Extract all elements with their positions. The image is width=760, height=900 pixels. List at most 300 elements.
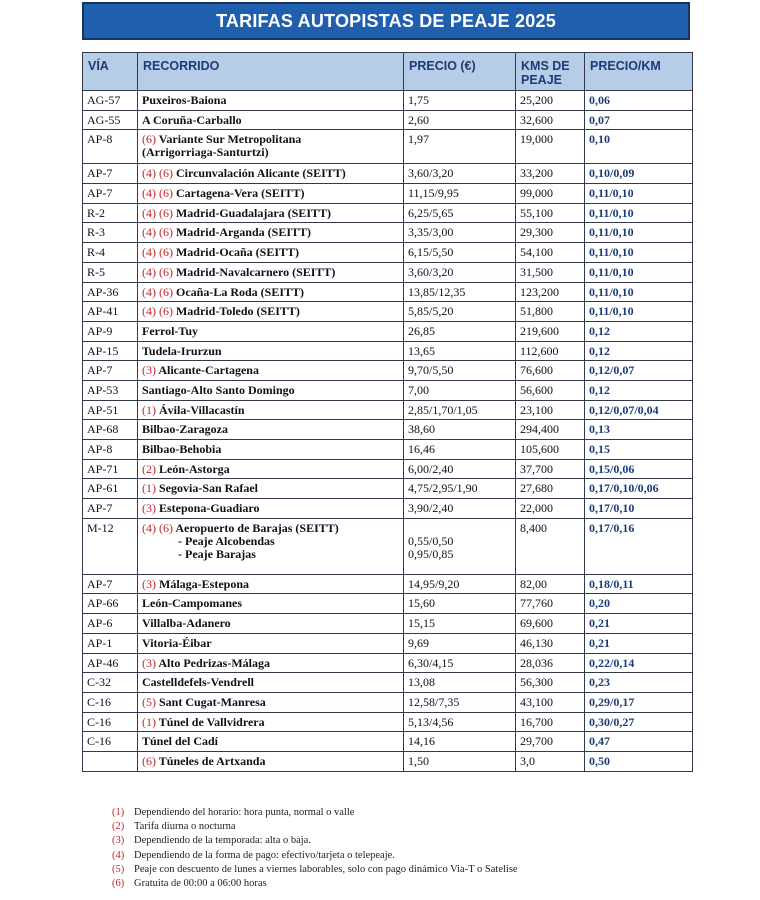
- cell-via: AP-1: [83, 633, 138, 653]
- cell-recorrido: [138, 574, 404, 594]
- cell-kms: 219,600: [516, 321, 585, 341]
- price-value: 15,60: [408, 596, 435, 611]
- cell-recorrido: [138, 499, 404, 519]
- footnote-ref: (5): [142, 694, 156, 709]
- table-body: [83, 91, 693, 772]
- route-name: Túneles de Artxanda: [158, 753, 266, 768]
- cell-kms: 99,000: [516, 184, 585, 204]
- price-value: 26,85: [408, 323, 435, 338]
- footnote-ref: (3): [142, 655, 156, 670]
- table-row: [83, 712, 693, 732]
- route-name: Bilbao-Zaragoza: [142, 422, 228, 437]
- cell-recorrido: [138, 594, 404, 614]
- cell-recorrido: [138, 712, 404, 732]
- route-name: Alicante-Cartagena: [158, 363, 259, 378]
- price-value: 15,15: [408, 616, 435, 631]
- route-name: Madrid-Ocaña (SEITT): [175, 245, 299, 260]
- table-row: [83, 751, 693, 771]
- cell-precio: [404, 673, 516, 693]
- cell-precio-km: 0,11/0,10: [585, 184, 693, 204]
- table-row: [83, 653, 693, 673]
- footnote-text: Dependiendo del horario: hora punta, normal o valle: [134, 807, 355, 818]
- footnote-ref: (1): [142, 481, 156, 496]
- cell-via: AP-61: [83, 479, 138, 499]
- cell-precio-km: 0,12/0,07/0,04: [585, 400, 693, 420]
- cell-precio-km: 0,22/0,14: [585, 653, 693, 673]
- cell-precio: [404, 440, 516, 460]
- cell-precio: [404, 282, 516, 302]
- table-row: [83, 440, 693, 460]
- cell-precio-km: 0,21: [585, 614, 693, 634]
- cell-recorrido: [138, 262, 404, 282]
- route-name: Aeropuerto de Barajas (SEITT): [175, 520, 339, 535]
- price-value: 1,50: [408, 753, 429, 768]
- cell-kms: 46,130: [516, 633, 585, 653]
- cell-kms: 294,400: [516, 420, 585, 440]
- cell-recorrido: [138, 184, 404, 204]
- table-row: [83, 321, 693, 341]
- cell-precio-km: 0,15: [585, 440, 693, 460]
- cell-kms: 56,300: [516, 673, 585, 693]
- price-value: 3,35/3,00: [408, 225, 454, 240]
- header-kms: KMS DE PEAJE: [516, 53, 585, 91]
- cell-kms: 51,800: [516, 302, 585, 322]
- cell-precio-km: 0,10/0,09: [585, 164, 693, 184]
- cell-via: AP-51: [83, 400, 138, 420]
- cell-via: AP-53: [83, 380, 138, 400]
- cell-via: AP-46: [83, 653, 138, 673]
- cell-via: R-4: [83, 243, 138, 263]
- cell-kms: 43,100: [516, 692, 585, 712]
- table-row: [83, 692, 693, 712]
- table-row: [83, 380, 693, 400]
- price-value: 3,90/2,40: [408, 501, 454, 516]
- cell-precio: [404, 262, 516, 282]
- route-name: Málaga-Estepona: [159, 576, 249, 591]
- table-row: [83, 420, 693, 440]
- cell-kms: 28,036: [516, 653, 585, 673]
- cell-via: C-16: [83, 692, 138, 712]
- price-value: 13,65: [408, 343, 435, 358]
- price-value: 2,60: [408, 112, 429, 127]
- cell-via: AP-66: [83, 594, 138, 614]
- footnote-text: Dependiendo de la forma de pago: efectivo/tarjeta o telepeaje.: [134, 849, 395, 861]
- cell-kms: 32,600: [516, 110, 585, 130]
- cell-recorrido: [138, 440, 404, 460]
- cell-recorrido: [138, 400, 404, 420]
- cell-precio-km: 0,11/0,10: [585, 203, 693, 223]
- footnote-text: Tarifa diurna o nocturna: [134, 821, 236, 833]
- price-value: 5,85/5,20: [408, 304, 454, 319]
- footnote-text: Dependiendo de la temporada: alta o baja.: [134, 835, 311, 847]
- table-header-row: [83, 53, 693, 91]
- table-row: [83, 223, 693, 243]
- table-row: [83, 614, 693, 634]
- price-value: 13,08: [408, 675, 435, 690]
- header-precio: PRECIO (€): [404, 53, 516, 91]
- cell-precio-km: 0,12: [585, 321, 693, 341]
- cell-recorrido: [138, 518, 404, 574]
- cell-precio-km: 0,07: [585, 110, 693, 130]
- cell-via: AG-57: [83, 91, 138, 111]
- cell-precio: [404, 614, 516, 634]
- table-row: [83, 282, 693, 302]
- cell-via: [83, 751, 138, 771]
- route-name: Puxeiros-Baiona: [142, 93, 227, 107]
- cell-recorrido: [138, 243, 404, 263]
- cell-recorrido: [138, 653, 404, 673]
- price-value: 2,85/1,70/1,05: [408, 402, 478, 417]
- route-name: Santiago-Alto Santo Domingo: [142, 382, 295, 397]
- route-name: León-Campomanes: [142, 596, 243, 611]
- footnote-ref: (6): [142, 753, 156, 768]
- price-value: 38,60: [408, 422, 435, 437]
- cell-precio: [404, 110, 516, 130]
- route-name: Madrid-Navalcarnero (SEITT): [175, 264, 336, 279]
- cell-precio-km: 0,23: [585, 673, 693, 693]
- header-recorrido: RECORRIDO: [138, 53, 404, 91]
- cell-kms: 3,0: [516, 751, 585, 771]
- footnote-ref: (4) (6): [142, 186, 173, 201]
- cell-kms: 23,100: [516, 400, 585, 420]
- cell-recorrido: [138, 633, 404, 653]
- table-row: [83, 184, 693, 204]
- cell-precio-km: 0,20: [585, 594, 693, 614]
- footnote-ref: (4) (6): [142, 245, 173, 260]
- route-name: Túnel del Cadí: [142, 734, 219, 749]
- cell-recorrido: [138, 692, 404, 712]
- route-name: Madrid-Toledo (SEITT): [175, 304, 300, 319]
- route-name: Ferrol-Tuy: [142, 323, 198, 338]
- cell-recorrido: [138, 203, 404, 223]
- table-row: [83, 130, 693, 164]
- cell-precio-km: 0,17/0,10: [585, 499, 693, 519]
- footnote-ref: (3): [142, 576, 156, 591]
- cell-precio: [404, 479, 516, 499]
- sub-route: - Peaje Barajas: [178, 546, 256, 561]
- cell-kms: 105,600: [516, 440, 585, 460]
- table-row: [83, 518, 693, 574]
- sub-price: 0,55/0,50: [408, 533, 454, 548]
- route-name: Madrid-Arganda (SEITT): [175, 225, 312, 240]
- cell-kms: 82,00: [516, 574, 585, 594]
- cell-precio: [404, 420, 516, 440]
- cell-recorrido: [138, 91, 404, 111]
- footnote-ref: (1): [142, 402, 156, 417]
- table-row: [83, 302, 693, 322]
- price-value: [408, 522, 511, 535]
- route-name: Estepona-Guadiaro: [159, 501, 260, 516]
- cell-precio: [404, 361, 516, 381]
- footnote-line: [112, 849, 518, 863]
- price-value: 6,00/2,40: [408, 461, 454, 476]
- cell-precio-km: 0,06: [585, 91, 693, 111]
- cell-recorrido: [138, 751, 404, 771]
- route-name: Túnel de Vallvidrera: [158, 714, 265, 729]
- table-row: [83, 91, 693, 111]
- footnote-text: Peaje con descuento de lunes a viernes laborables, solo con pago dinámico Via-T o Satelise: [134, 863, 518, 875]
- cell-via: AG-55: [83, 110, 138, 130]
- footnote-ref: (4) (6): [142, 225, 173, 240]
- cell-via: AP-7: [83, 164, 138, 184]
- table-row: [83, 732, 693, 752]
- cell-precio: [404, 400, 516, 420]
- cell-recorrido: [138, 282, 404, 302]
- price-value: 13,85/12,35: [408, 284, 466, 299]
- cell-kms: 29,300: [516, 223, 585, 243]
- cell-precio: [404, 459, 516, 479]
- table-row: [83, 574, 693, 594]
- cell-precio-km: 0,11/0,10: [585, 223, 693, 243]
- footnote-ref: (2): [142, 461, 156, 476]
- table-row: [83, 341, 693, 361]
- cell-precio-km: 0,12: [585, 380, 693, 400]
- cell-via: C-16: [83, 732, 138, 752]
- cell-recorrido: [138, 341, 404, 361]
- cell-precio-km: 0,15/0,06: [585, 459, 693, 479]
- footnote-line: [112, 834, 518, 848]
- table-row: [83, 594, 693, 614]
- price-value: 6,15/5,50: [408, 245, 454, 260]
- footnote-ref: (4) (6): [142, 205, 173, 220]
- route-name: Madrid-Guadalajara (SEITT): [175, 205, 331, 220]
- cell-precio: [404, 692, 516, 712]
- cell-via: AP-7: [83, 574, 138, 594]
- table-row: [83, 164, 693, 184]
- cell-recorrido: [138, 130, 404, 164]
- price-value: 1,75: [408, 93, 429, 107]
- footnote-ref: (6): [142, 132, 156, 147]
- route-name: Variante Sur Metropolitana: [158, 132, 302, 147]
- cell-recorrido: [138, 479, 404, 499]
- cell-precio: [404, 91, 516, 111]
- cell-kms: 27,680: [516, 479, 585, 499]
- cell-precio: [404, 321, 516, 341]
- table-row: [83, 499, 693, 519]
- cell-precio-km: 0,50: [585, 751, 693, 771]
- cell-precio-km: 0,21: [585, 633, 693, 653]
- page-title: TARIFAS AUTOPISTAS DE PEAJE 2025: [82, 2, 690, 40]
- sub-route: - Peaje Alcobendas: [178, 533, 275, 548]
- cell-via: AP-7: [83, 184, 138, 204]
- price-value: 3,60/3,20: [408, 166, 454, 181]
- route-name: Castelldefels-Vendrell: [142, 675, 254, 690]
- cell-recorrido: [138, 110, 404, 130]
- price-value: 4,75/2,95/1,90: [408, 481, 478, 496]
- cell-precio: [404, 203, 516, 223]
- cell-recorrido: [138, 732, 404, 752]
- cell-kms: 33,200: [516, 164, 585, 184]
- cell-recorrido: [138, 223, 404, 243]
- cell-precio: [404, 223, 516, 243]
- cell-via: R-2: [83, 203, 138, 223]
- cell-kms: 76,600: [516, 361, 585, 381]
- cell-precio-km: 0,11/0,10: [585, 262, 693, 282]
- cell-via: R-3: [83, 223, 138, 243]
- cell-via: AP-8: [83, 130, 138, 164]
- route-name: Ávila-Villacastín: [159, 402, 245, 417]
- cell-precio-km: 0,10: [585, 130, 693, 164]
- cell-precio: [404, 653, 516, 673]
- price-value: 9,69: [408, 635, 429, 650]
- tolls-table: [82, 52, 693, 772]
- price-value: 5,13/4,56: [408, 714, 454, 729]
- cell-precio-km: 0,18/0,11: [585, 574, 693, 594]
- cell-precio-km: 0,17/0,16: [585, 518, 693, 574]
- price-value: 16,46: [408, 442, 435, 456]
- price-value: 6,30/4,15: [408, 655, 454, 670]
- sub-price: 0,95/0,85: [408, 546, 454, 561]
- route-name: León-Astorga: [159, 461, 230, 476]
- footnote-number: (5): [112, 863, 125, 875]
- cell-via: M-12: [83, 518, 138, 574]
- cell-via: R-5: [83, 262, 138, 282]
- cell-recorrido: [138, 673, 404, 693]
- table-row: [83, 673, 693, 693]
- cell-precio: [404, 243, 516, 263]
- footnote-ref: (3): [142, 363, 156, 378]
- cell-kms: 29,700: [516, 732, 585, 752]
- cell-precio-km: 0,11/0,10: [585, 282, 693, 302]
- cell-precio: [404, 594, 516, 614]
- cell-kms: 25,200: [516, 91, 585, 111]
- cell-via: C-32: [83, 673, 138, 693]
- route-name: Ocaña-La Roda (SEITT): [175, 284, 305, 299]
- cell-kms: 8,400: [516, 518, 585, 574]
- cell-precio-km: 0,17/0,10/0,06: [585, 479, 693, 499]
- cell-precio: [404, 574, 516, 594]
- table-row: [83, 262, 693, 282]
- footnote-number: (1): [112, 807, 125, 818]
- table-row: [83, 361, 693, 381]
- table-row: [83, 479, 693, 499]
- footnote-text: Gratuita de 00:00 a 06:00 horas: [134, 878, 267, 890]
- cell-kms: 55,100: [516, 203, 585, 223]
- cell-kms: 123,200: [516, 282, 585, 302]
- footnote-number: (6): [112, 878, 125, 890]
- price-value: 9,70/5,50: [408, 363, 454, 378]
- header-via: VÍA: [83, 53, 138, 91]
- route-name: Villalba-Adanero: [142, 616, 231, 631]
- cell-kms: 16,700: [516, 712, 585, 732]
- cell-recorrido: [138, 321, 404, 341]
- price-value: 11,15/9,95: [408, 186, 459, 201]
- price-value: 14,95/9,20: [408, 576, 460, 591]
- cell-precio-km: 0,47: [585, 732, 693, 752]
- cell-kms: 19,000: [516, 130, 585, 164]
- cell-kms: 37,700: [516, 459, 585, 479]
- footnote-line: [112, 820, 518, 834]
- cell-precio: [404, 380, 516, 400]
- cell-via: AP-9: [83, 321, 138, 341]
- cell-precio: [404, 341, 516, 361]
- footnote-ref: (4) (6): [142, 264, 173, 279]
- cell-via: AP-41: [83, 302, 138, 322]
- footnote-line: [112, 877, 518, 891]
- cell-via: AP-36: [83, 282, 138, 302]
- footnote-number: (4): [112, 849, 125, 861]
- cell-recorrido: [138, 420, 404, 440]
- footnote-ref: (4) (6): [142, 304, 173, 319]
- table-row: [83, 243, 693, 263]
- cell-kms: 54,100: [516, 243, 585, 263]
- cell-precio: [404, 751, 516, 771]
- price-value: 3,60/3,20: [408, 264, 454, 279]
- cell-precio-km: 0,30/0,27: [585, 712, 693, 732]
- cell-precio: [404, 184, 516, 204]
- cell-precio-km: 0,12: [585, 341, 693, 361]
- route-name: Circunvalación Alicante (SEITT): [175, 166, 346, 181]
- cell-kms: 56,600: [516, 380, 585, 400]
- table-row: [83, 110, 693, 130]
- cell-via: AP-68: [83, 420, 138, 440]
- cell-via: AP-7: [83, 361, 138, 381]
- cell-precio: [404, 712, 516, 732]
- footnote-ref: (4) (6): [142, 284, 173, 299]
- cell-kms: 77,760: [516, 594, 585, 614]
- route-name: Bilbao-Behobia: [142, 442, 222, 456]
- price-value: 6,25/5,65: [408, 205, 454, 220]
- cell-precio: [404, 499, 516, 519]
- price-value: 7,00: [408, 382, 429, 397]
- route-name: Tudela-Irurzun: [142, 343, 222, 358]
- route-name: Segovia-San Rafael: [159, 481, 258, 496]
- cell-recorrido: [138, 459, 404, 479]
- route-name: Alto Pedrizas-Málaga: [158, 655, 270, 670]
- cell-via: AP-6: [83, 614, 138, 634]
- footnote-ref: (4) (6): [142, 166, 173, 181]
- table-row: [83, 203, 693, 223]
- footnote-line: [112, 806, 518, 820]
- table-row: [83, 633, 693, 653]
- cell-recorrido: [138, 302, 404, 322]
- cell-precio-km: 0,11/0,10: [585, 243, 693, 263]
- cell-precio: [404, 518, 516, 574]
- footnote-ref: (1): [142, 714, 156, 729]
- footnote-line: [112, 863, 518, 877]
- cell-kms: 112,600: [516, 341, 585, 361]
- cell-precio-km: 0,13: [585, 420, 693, 440]
- footnote-number: (3): [112, 835, 125, 847]
- route-name-continued: (Arrigorriaga-Santurtzi): [142, 145, 269, 160]
- cell-precio-km: 0,11/0,10: [585, 302, 693, 322]
- footnote-ref: (4) (6): [142, 520, 173, 535]
- price-value: 12,58/7,35: [408, 694, 460, 709]
- cell-via: AP-8: [83, 440, 138, 460]
- header-precio-km: PRECIO/KM: [585, 53, 693, 91]
- footnote-ref: (3): [142, 501, 156, 516]
- cell-via: C-16: [83, 712, 138, 732]
- cell-via: AP-7: [83, 499, 138, 519]
- cell-recorrido: [138, 361, 404, 381]
- route-name: Sant Cugat-Manresa: [159, 694, 266, 709]
- price-value: 1,97: [408, 132, 429, 147]
- route-name: A Coruña-Carballo: [142, 112, 242, 127]
- cell-precio-km: 0,12/0,07: [585, 361, 693, 381]
- table-row: [83, 459, 693, 479]
- table-row: [83, 400, 693, 420]
- footnote-number: (2): [112, 821, 125, 833]
- cell-via: AP-15: [83, 341, 138, 361]
- cell-precio: [404, 130, 516, 164]
- cell-recorrido: [138, 380, 404, 400]
- cell-precio: [404, 302, 516, 322]
- cell-recorrido: [138, 614, 404, 634]
- cell-precio: [404, 633, 516, 653]
- price-value: 14,16: [408, 734, 435, 749]
- cell-precio-km: 0,29/0,17: [585, 692, 693, 712]
- route-name: Vitoria-Éibar: [142, 635, 212, 650]
